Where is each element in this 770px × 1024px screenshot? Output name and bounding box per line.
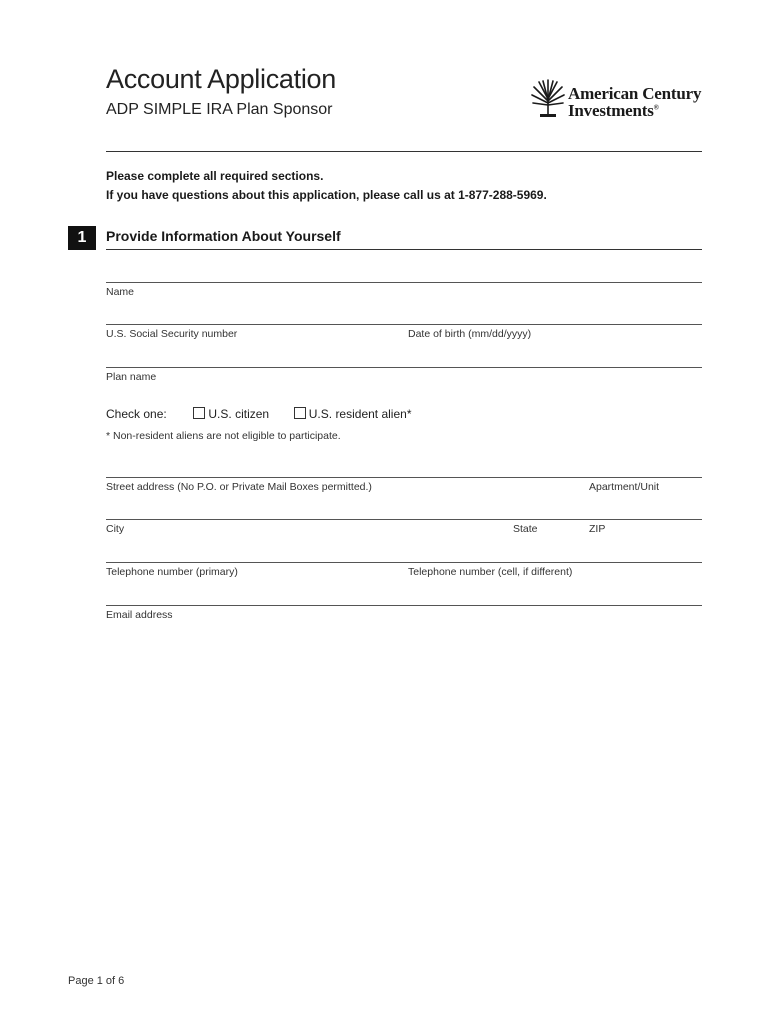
us-resident-alien-checkbox[interactable] xyxy=(294,407,306,419)
section-divider xyxy=(106,249,702,250)
registered-mark: ® xyxy=(653,103,659,112)
name-field-line[interactable] xyxy=(106,282,702,283)
non-resident-note: * Non-resident aliens are not eligible to participate. xyxy=(106,430,341,442)
state-label: State xyxy=(513,523,538,535)
ssn-label: U.S. Social Security number xyxy=(106,328,238,340)
us-resident-alien-label: U.S. resident alien* xyxy=(308,407,412,421)
city-state-zip-field-line[interactable] xyxy=(106,519,702,520)
header-divider xyxy=(106,151,702,152)
instruction-line-2: If you have questions about this application, please call us at 1-877-288-5969. xyxy=(106,188,547,202)
city-label: City xyxy=(106,523,125,535)
tree-icon xyxy=(530,79,566,119)
us-citizen-label: U.S. citizen xyxy=(208,407,270,421)
form-title: Account Application xyxy=(106,64,336,94)
page-number: Page 1 of 6 xyxy=(68,975,125,987)
section-number-badge: 1 xyxy=(68,226,96,250)
section-title: Provide Information About Yourself xyxy=(106,228,341,244)
email-field-line[interactable] xyxy=(106,605,702,606)
zip-label: ZIP xyxy=(589,523,606,535)
check-one-label: Check one: xyxy=(106,407,167,421)
street-field-line[interactable] xyxy=(106,477,702,478)
us-citizen-checkbox[interactable] xyxy=(193,407,205,419)
street-label: Street address (No P.O. or Private Mail Boxes permitted.) xyxy=(106,481,372,493)
plan-name-label: Plan name xyxy=(106,371,157,383)
name-label: Name xyxy=(106,286,135,298)
logo-wordmark-line1: American Century xyxy=(568,84,702,103)
plan-name-field-line[interactable] xyxy=(106,367,702,368)
telephone-field-line[interactable] xyxy=(106,562,702,563)
email-label: Email address xyxy=(106,609,173,621)
logo-wordmark-line2: Investments® xyxy=(568,101,659,120)
dob-label: Date of birth (mm/dd/yyyy) xyxy=(408,328,532,340)
form-subtitle: ADP SIMPLE IRA Plan Sponsor xyxy=(106,101,333,118)
citizenship-check-group xyxy=(106,407,412,421)
tel-cell-label: Telephone number (cell, if different) xyxy=(408,566,573,578)
ssn-dob-field-line[interactable] xyxy=(106,324,702,325)
tel-primary-label: Telephone number (primary) xyxy=(106,566,238,578)
apartment-label: Apartment/Unit xyxy=(589,481,660,493)
instruction-line-1: Please complete all required sections. xyxy=(106,169,324,183)
